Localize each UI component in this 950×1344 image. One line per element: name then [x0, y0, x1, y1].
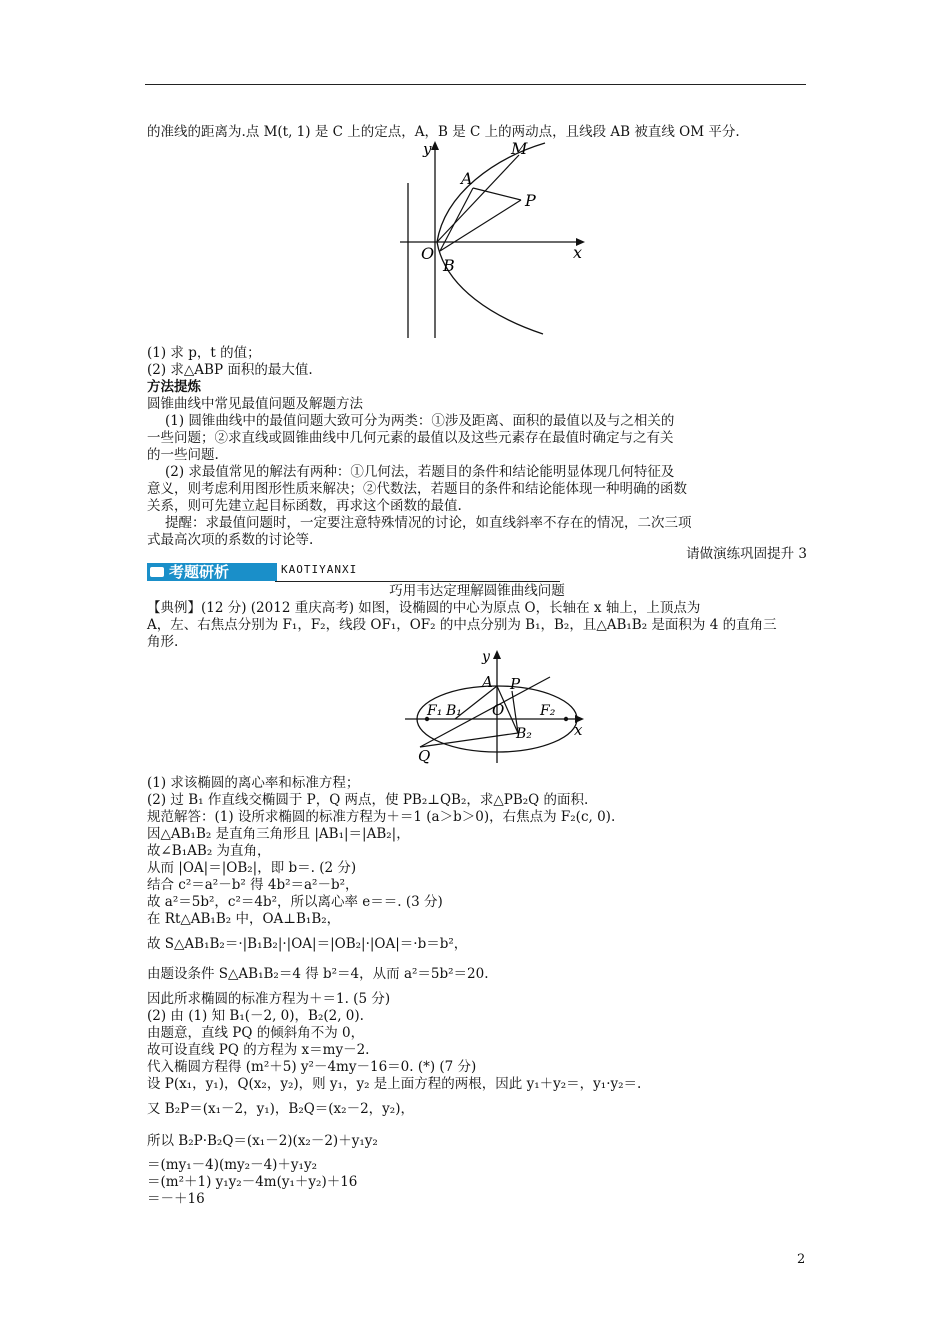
banner-box: [147, 563, 277, 581]
svg-text:P: P: [525, 191, 536, 210]
svg-text:y: y: [482, 649, 490, 665]
intro-line: 的准线的距离为.点 M(t, 1) 是 C 上的定点，A，B 是 C 上的两动点，且线段 AB 被直线 OM 平分.: [147, 124, 740, 140]
solution-line: 由题意，直线 PQ 的倾斜角不为 0，: [147, 1025, 365, 1041]
banner-subtitle: KAOTIYANXI: [281, 563, 358, 576]
svg-text:A: A: [461, 169, 473, 188]
svg-text:A: A: [482, 673, 493, 691]
svg-text:y: y: [423, 140, 432, 158]
solution-line: 所以 B₂P·B₂Q＝(x₁－2)(x₂－2)＋y₁y₂: [147, 1133, 378, 1149]
solution-line: 结合 c²＝a²－b² 得 4b²＝a²－b²，: [147, 877, 359, 893]
svg-text:P: P: [510, 675, 521, 693]
method-heading: 方法提炼: [147, 379, 201, 395]
svg-text:B: B: [443, 256, 455, 275]
solution-line: 设 P(x₁，y₁)，Q(x₂，y₂)，则 y₁，y₂ 是上面方程的两根，因此 y₁＋y₂＝，y₁·y₂＝.: [147, 1076, 642, 1092]
svg-text:x: x: [573, 243, 583, 262]
question-1: (1) 求 p，t 的值；: [147, 345, 261, 361]
method-line: (2) 求最值常见的解法有两种：①几何法，若题目的条件和结论能明显体现几何特征及: [165, 464, 675, 480]
header-rule: [145, 84, 806, 85]
question-2: (2) 求△ABP 面积的最大值.: [147, 362, 313, 378]
solution-line: 因△AB₁B₂ 是直角三角形且 |AB₁|＝|AB₂|，: [147, 826, 410, 842]
section-title: 巧用韦达定理解圆锥曲线问题: [389, 583, 565, 599]
solution-line: 故 a²＝5b²，c²＝4b²，所以离心率 e＝＝. (3 分): [147, 894, 443, 910]
banner-title: 考题研析: [169, 563, 230, 581]
method-line: (1) 圆锥曲线中的最值问题大致可分为两类：①涉及距离、面积的最值以及与之相关的: [165, 413, 675, 429]
example-line: 角形.: [147, 634, 179, 650]
method-line: 提醒：求最值问题时，一定要注意特殊情况的讨论，如直线斜率不存在的情况，二次三项: [165, 515, 692, 531]
parabola-figure: [395, 138, 595, 340]
solution-line: ＝－＋16: [147, 1191, 205, 1207]
solution-line: ＝(m²＋1) y₁y₂－4m(y₁＋y₂)＋16: [147, 1174, 358, 1190]
svg-text:x: x: [574, 721, 583, 739]
method-line: 一些问题；②求直线或圆锥曲线中几何元素的最值以及这些元素存在最值时确定与之有关: [147, 430, 674, 446]
svg-text:F₂: F₂: [540, 703, 556, 719]
practice-note: 请做演练巩固提升 3: [686, 546, 807, 562]
arrow-icon: [150, 567, 164, 577]
svg-text:O: O: [492, 701, 505, 719]
method-line: 关系，则可先建立起目标函数，再求这个函数的最值.: [147, 498, 462, 514]
page-number: 2: [797, 1252, 806, 1267]
solution-line: (2) 由 (1) 知 B₁(－2, 0)，B₂(2, 0).: [147, 1008, 364, 1024]
solution-line: 故可设直线 PQ 的方程为 x＝my－2.: [147, 1042, 370, 1058]
svg-text:B₂: B₂: [516, 726, 532, 742]
solution-line: 故∠B₁AB₂ 为直角，: [147, 843, 271, 859]
example-line: A，左、右焦点分别为 F₁，F₂，线段 OF₁，OF₂ 的中点分别为 B₁，B₂，且△AB₁B₂ 是面积为 4 的直角三: [147, 617, 777, 633]
svg-text:B₁: B₁: [446, 703, 462, 719]
solution-line: 由题设条件 S△AB₁B₂＝4 得 b²＝4，从而 a²＝5b²＝20.: [147, 966, 489, 982]
solution-line: 故 S△AB₁B₂＝·|B₁B₂|·|OA|＝|OB₂|·|OA|＝·b＝b²，: [147, 936, 468, 952]
solution-line: 在 Rt△AB₁B₂ 中，OA⊥B₁B₂，: [147, 911, 341, 927]
question-2: (2) 过 B₁ 作直线交椭圆于 P，Q 两点，使 PB₂⊥QB₂，求△PB₂Q 的面积.: [147, 792, 589, 808]
svg-text:O: O: [421, 244, 435, 263]
example-line: 【典例】(12 分) (2012 重庆高考) 如图，设椭圆的中心为原点 O，长轴在 x 轴上，上顶点为: [147, 600, 701, 616]
svg-text:M: M: [511, 139, 528, 158]
question-1: (1) 求该椭圆的离心率和标准方程；: [147, 775, 360, 791]
method-title: 圆锥曲线中常见最值问题及解题方法: [147, 396, 363, 412]
solution-line: 又 B₂P＝(x₁－2，y₁)，B₂Q＝(x₂－2，y₂)，: [147, 1101, 414, 1117]
svg-text:F₁: F₁: [427, 703, 443, 719]
method-line: 意义，则考虑利用图形性质来解决；②代数法，若题目的条件和结论能体现一种明确的函数: [147, 481, 687, 497]
solution-line: 规范解答：(1) 设所求椭圆的标准方程为＋＝1 (a＞b＞0)，右焦点为 F₂(c, 0).: [147, 809, 616, 825]
banner-underline: [275, 581, 560, 582]
section-banner: [147, 561, 412, 583]
solution-line: 代入椭圆方程得 (m²＋5) y²－4my－16＝0. (*) (7 分): [147, 1059, 477, 1075]
solution-line: 从而 |OA|＝|OB₂|，即 b＝. (2 分): [147, 860, 357, 876]
svg-text:Q: Q: [418, 747, 431, 765]
solution-line: 因此所求椭圆的标准方程为＋＝1. (5 分): [147, 991, 391, 1007]
method-line: 式最高次项的系数的讨论等.: [147, 532, 314, 548]
solution-line: ＝(my₁－4)(my₂－4)＋y₁y₂: [147, 1157, 318, 1173]
ellipse-figure: [400, 647, 600, 767]
method-line: 的一些问题.: [147, 447, 219, 463]
